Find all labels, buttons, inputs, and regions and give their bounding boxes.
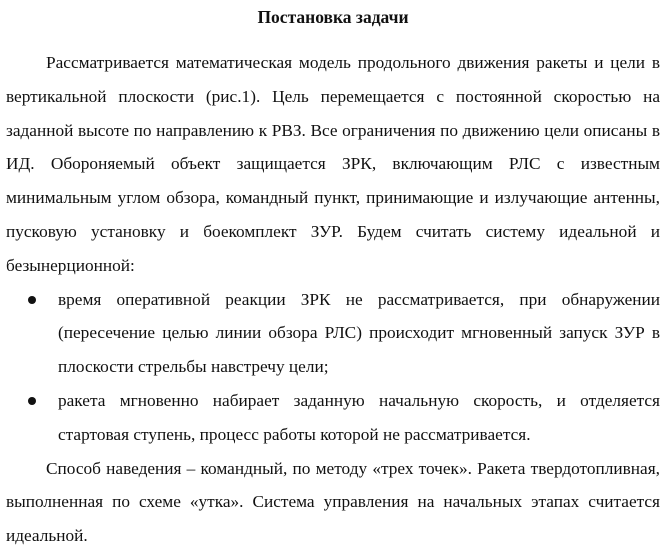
document-page	[0, 6, 666, 555]
guidance-paragraph: Способ наведения – командный, по методу «трех точек». Ракета твердотопливная, выполненная по схеме «утка». Система управления на начальных этапах считается идеальной.	[6, 458, 660, 546]
list-item-text: ракета мгновенно набирает заданную начальную скорость, и отделяется стартовая ступень, процесс работы которой не рассматривается.	[58, 390, 660, 444]
bullet-icon	[28, 296, 36, 304]
assumptions-list	[6, 283, 660, 452]
list-item-text: время оперативной реакции ЗРК не рассматривается, при обнаружении (пересечение целью линии обзора РЛС) происходит мгновенный запуск ЗУР в плоскости стрельбы навстречу цели;	[58, 289, 660, 377]
list-item	[6, 384, 660, 452]
bullet-icon	[28, 397, 36, 405]
section-title: Постановка задачи	[257, 7, 409, 27]
list-item	[6, 283, 660, 384]
intro-paragraph: Рассматривается математическая модель продольного движения ракеты и цели в вертикальной плоскости (рис.1). Цель перемещается с постоянной скоростью на заданной высоте по направлению к РВЗ. Все ограничения по движению цели описаны в ИД. Обороняемый объект защищается ЗРК, включающим РЛС с известным минимальным углом обзора, командный пункт, принимающие и излучающие антенны, пусковую установку и боекомплект ЗУР. Будем считать систему идеальной и безынерционной:	[6, 53, 660, 275]
